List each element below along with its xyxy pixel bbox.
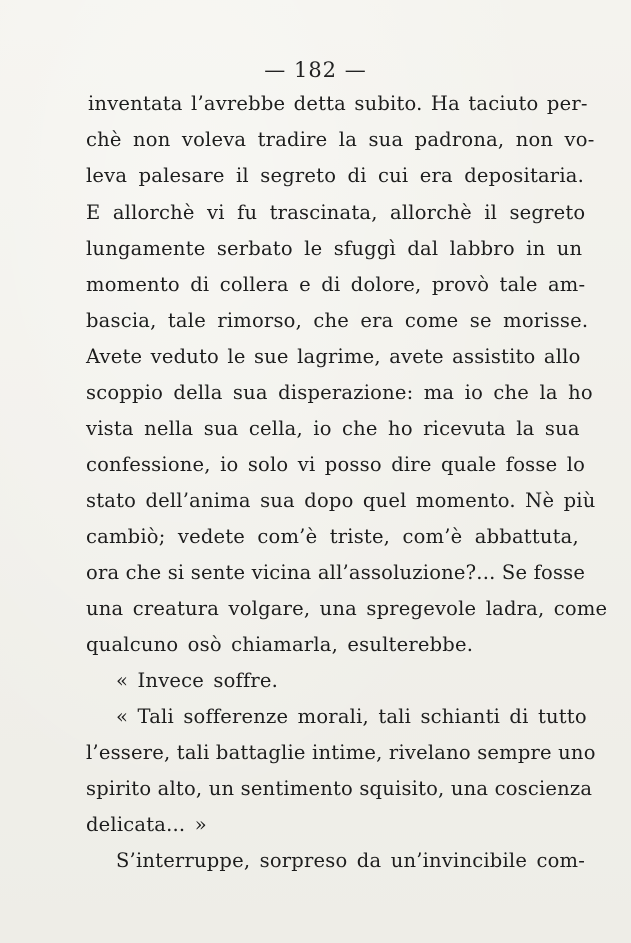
text-line: S’interruppe, sorpreso da un’invincibile com- <box>116 849 586 872</box>
text-line: qualcuno osò chiamarla, esulterebbe. <box>86 633 474 656</box>
text-line: Avete veduto le sue lagrime, avete assistito allo <box>86 345 581 368</box>
text-line: scoppio della sua disperazione: ma io che la ho <box>86 381 593 404</box>
text-line: bascia, tale rimorso, che era come se morisse. <box>86 309 589 332</box>
text-line: E allorchè vi fu trascinata, allorchè il segreto <box>86 201 586 224</box>
text-line: momento di collera e di dolore, provò tale am- <box>86 273 586 296</box>
text-line: « Invece soffre. <box>116 669 279 692</box>
text-line: leva palesare il segreto di cui era depositaria. <box>86 164 584 187</box>
text-line: l’essere, tali battaglie intime, rivelano sempre uno <box>86 741 596 764</box>
text-line: delicata... » <box>86 813 207 836</box>
text-line: confessione, io solo vi posso dire quale fosse lo <box>86 453 586 476</box>
text-line: lungamente serbato le sfuggì dal labbro in un <box>86 237 583 260</box>
text-line: inventata l’avrebbe detta subito. Ha taciuto per- <box>88 92 588 115</box>
text-line: stato dell’anima sua dopo quel momento. Nè più <box>86 489 596 512</box>
text-line: una creatura volgare, una spregevole ladra, come <box>86 597 608 620</box>
text-line: chè non voleva tradire la sua padrona, non vo- <box>86 128 595 151</box>
text-line: spirito alto, un sentimento squisito, una coscienza <box>86 777 593 800</box>
text-line: cambiò; vedete com’è triste, com’è abbattuta, <box>86 525 579 548</box>
text-line: ora che si sente vicina all’assoluzione?... Se fosse <box>86 561 586 584</box>
text-line: « Tali sofferenze morali, tali schianti di tutto <box>116 705 587 728</box>
text-line: vista nella sua cella, io che ho ricevuta la sua <box>86 417 580 440</box>
page-number: — 182 — <box>264 58 367 82</box>
